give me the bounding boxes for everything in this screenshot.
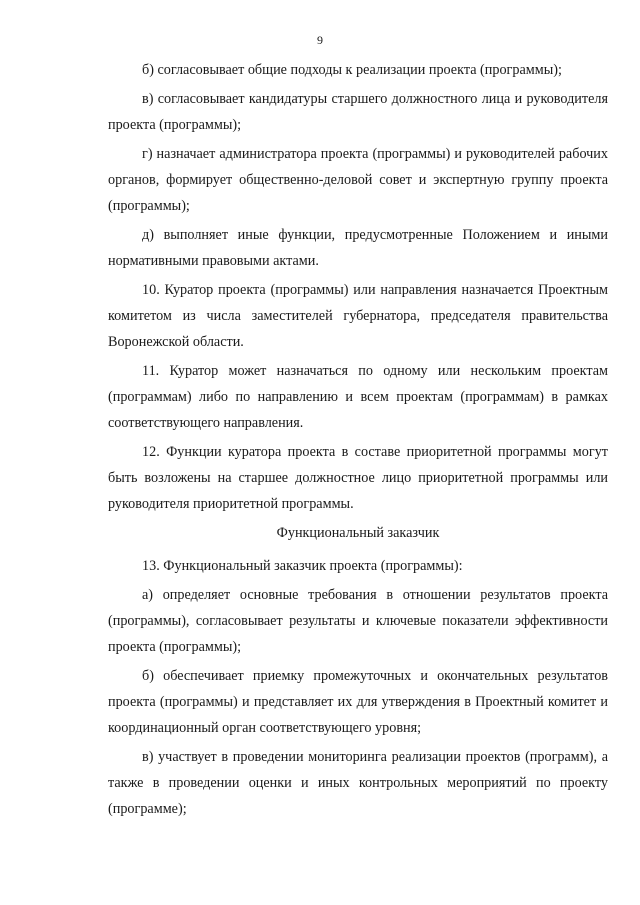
paragraph-11-curator-assignment: 11. Куратор может назначаться по одному или нескольким проектам (программам) либо по направлению и всем проектам (программам) в рамках соответствующего направления. [108, 363, 608, 431]
paragraph-10-curator: 10. Куратор проекта (программы) или направления назначается Проектным комитетом из числа заместителей губернатора, председателя правительства Воронежской области. [108, 282, 608, 350]
paragraph-d-other-functions: д) выполняет иные функции, предусмотренные Положением и иными нормативными правовыми актами. [108, 227, 608, 269]
page-number: 9 [317, 33, 323, 47]
paragraph-b-approach: б) согласовывает общие подходы к реализации проекта (программы); [142, 62, 562, 78]
paragraph-a-requirements: а) определяет основные требования в отношении результатов проекта (программы), согласовывает результаты и ключевые показатели эффективности проекта (программы); [108, 587, 608, 655]
paragraph-13-functional-customer: 13. Функциональный заказчик проекта (программы): [142, 558, 463, 574]
paragraph-12-curator-functions: 12. Функции куратора проекта в составе приоритетной программы могут быть возложены на старшее должностное лицо приоритетной программы или руководителя приоритетной программы. [108, 444, 608, 512]
paragraph-v-monitoring: в) участвует в проведении мониторинга реализации проектов (программ), а также в проведении оценки и иных контрольных мероприятий по проекту (программе); [108, 749, 608, 817]
paragraph-g-administrator: г) назначает администратора проекта (программы) и руководителей рабочих органов, формирует общественно-деловой совет и экспертную группу проекта (программы); [108, 146, 608, 214]
paragraph-b-acceptance: б) обеспечивает приемку промежуточных и окончательных результатов проекта (программы) и представляет их для утверждения в Проектный комитет и координационный орган соответствующего уровня; [108, 668, 608, 736]
paragraph-v-candidates: в) согласовывает кандидатуры старшего должностного лица и руководителя проекта (программы); [108, 91, 608, 133]
document-body [108, 57, 608, 825]
section-heading-functional-customer: Функциональный заказчик [276, 525, 440, 541]
